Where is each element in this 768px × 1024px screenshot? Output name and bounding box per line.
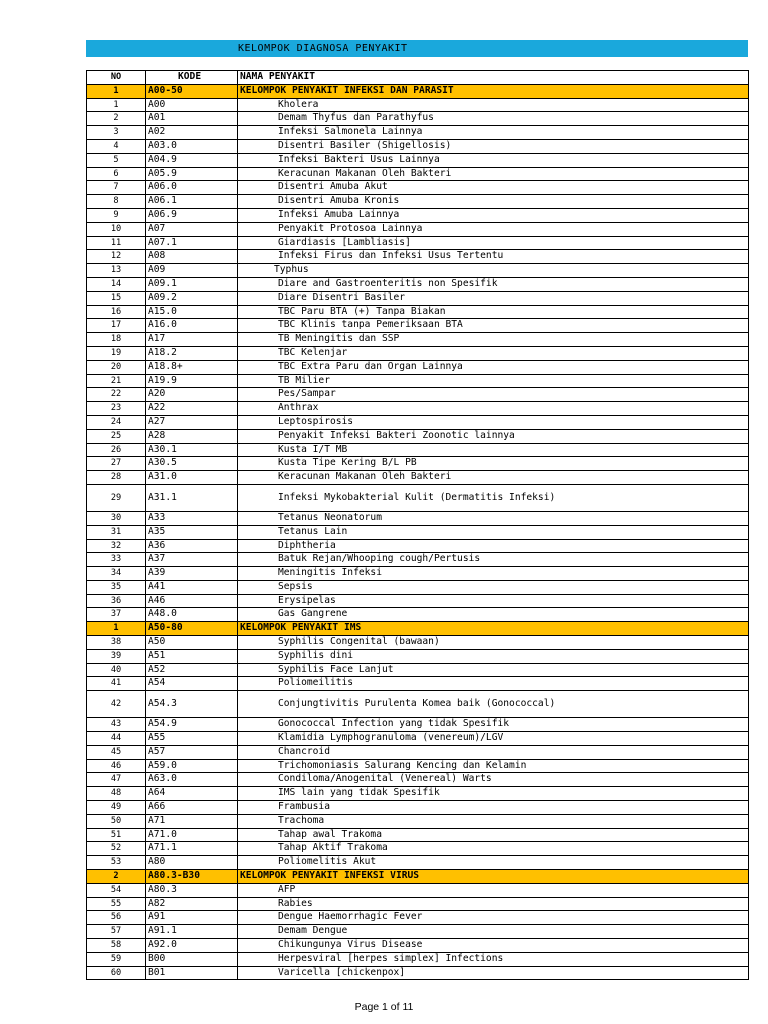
table-row [87,663,749,677]
cell-nama: Chancroid [238,745,749,759]
cell-no: 51 [87,828,146,842]
table-row [87,567,749,581]
page-title: KELOMPOK DIAGNOSA PENYAKIT [238,43,408,54]
cell-kode: A05.9 [146,167,238,181]
cell-no: 27 [87,457,146,471]
table-row [87,883,749,897]
cell-no: 46 [87,759,146,773]
cell-kode: A54.3 [146,691,238,718]
cell-kode: A09.1 [146,277,238,291]
table-row [87,126,749,140]
cell-kode: A02 [146,126,238,140]
table-row [87,759,749,773]
cell-kode: A80 [146,856,238,870]
cell-no: 5 [87,153,146,167]
cell-no: 7 [87,181,146,195]
table-row [87,195,749,209]
cell-no: 15 [87,291,146,305]
cell-kode: A71.1 [146,842,238,856]
cell-nama: Syphilis Face Lanjut [238,663,749,677]
cell-kode: A09.2 [146,291,238,305]
cell-nama: Disentri Amuba Akut [238,181,749,195]
cell-kode: A20 [146,388,238,402]
cell-kode: A91 [146,911,238,925]
table-row [87,112,749,126]
cell-nama: Tetanus Lain [238,525,749,539]
table-row [87,511,749,525]
table-row [87,745,749,759]
cell-kode: B01 [146,966,238,980]
cell-nama: Disentri Amuba Kronis [238,195,749,209]
table-row [87,608,749,622]
cell-no: 17 [87,319,146,333]
cell-nama: TBC Extra Paru dan Organ Lainnya [238,360,749,374]
cell-kode: A55 [146,732,238,746]
cell-no: 45 [87,745,146,759]
cell-nama: Kholera [238,98,749,112]
cell-kode: A41 [146,580,238,594]
cell-nama: Tahap Aktif Trakoma [238,842,749,856]
table-row [87,842,749,856]
table-row [87,952,749,966]
table-header-row [87,71,749,85]
cell-nama: AFP [238,883,749,897]
diagnosis-table [86,70,749,980]
cell-kode: A91.1 [146,925,238,939]
table-row [87,773,749,787]
table-row [87,457,749,471]
cell-nama: Poliomeilitis [238,677,749,691]
cell-nama: Pes/Sampar [238,388,749,402]
cell-no: 38 [87,636,146,650]
cell-no: 6 [87,167,146,181]
cell-nama: Kusta I/T MB [238,443,749,457]
cell-no: 21 [87,374,146,388]
cell-nama: Tetanus Neonatorum [238,511,749,525]
cell-kode: A07 [146,222,238,236]
table-row [87,429,749,443]
cell-nama: Trichomoniasis Salurang Kencing dan Kelamin [238,759,749,773]
cell-kode: A06.1 [146,195,238,209]
cell-no: 26 [87,443,146,457]
cell-kode: A50-80 [146,622,238,636]
cell-kode: A51 [146,649,238,663]
table-row [87,677,749,691]
cell-nama: Dengue Haemorrhagic Fever [238,911,749,925]
cell-nama: Demam Thyfus dan Parathyfus [238,112,749,126]
table-row [87,153,749,167]
cell-kode: A66 [146,801,238,815]
cell-kode: A19.9 [146,374,238,388]
table-row [87,277,749,291]
cell-kode: A54.9 [146,718,238,732]
table-row [87,222,749,236]
table-row [87,814,749,828]
cell-no: 10 [87,222,146,236]
cell-kode: A59.0 [146,759,238,773]
cell-no: 19 [87,346,146,360]
cell-nama: Keracunan Makanan Oleh Bakteri [238,167,749,181]
cell-no: 58 [87,939,146,953]
cell-no: 48 [87,787,146,801]
cell-no: 2 [87,870,146,884]
table-row [87,360,749,374]
cell-kode: A09 [146,264,238,278]
cell-nama: Gonococcal Infection yang tidak Spesifik [238,718,749,732]
cell-nama: Trachoma [238,814,749,828]
cell-no: 12 [87,250,146,264]
table-row [87,636,749,650]
cell-kode: A28 [146,429,238,443]
cell-no: 59 [87,952,146,966]
cell-no: 47 [87,773,146,787]
cell-nama: KELOMPOK PENYAKIT IMS [238,622,749,636]
cell-no: 35 [87,580,146,594]
table-row [87,828,749,842]
table-row [87,208,749,222]
cell-kode: A07.1 [146,236,238,250]
cell-kode: A39 [146,567,238,581]
cell-no: 54 [87,883,146,897]
cell-kode: A50 [146,636,238,650]
table-row [87,553,749,567]
cell-no: 28 [87,471,146,485]
cell-no: 1 [87,84,146,98]
cell-no: 42 [87,691,146,718]
cell-nama: IMS lain yang tidak Spesifik [238,787,749,801]
cell-no: 56 [87,911,146,925]
table-row [87,415,749,429]
cell-no: 37 [87,608,146,622]
cell-nama: TBC Paru BTA (+) Tanpa Biakan [238,305,749,319]
cell-kode: A04.9 [146,153,238,167]
table-row [87,471,749,485]
cell-nama: Anthrax [238,402,749,416]
cell-kode: A00 [146,98,238,112]
cell-nama: Batuk Rejan/Whooping cough/Pertusis [238,553,749,567]
table-row [87,787,749,801]
cell-no: 33 [87,553,146,567]
cell-nama: Infeksi Salmonela Lainnya [238,126,749,140]
table-row [87,305,749,319]
cell-nama: Frambusia [238,801,749,815]
cell-no: 34 [87,567,146,581]
cell-no: 24 [87,415,146,429]
group-header-row [87,622,749,636]
cell-no: 29 [87,484,146,511]
cell-kode: A46 [146,594,238,608]
cell-kode: A80.3 [146,883,238,897]
cell-no: 50 [87,814,146,828]
cell-kode: A33 [146,511,238,525]
cell-kode: A16.0 [146,319,238,333]
cell-nama: Diphtheria [238,539,749,553]
table-row [87,718,749,732]
cell-nama: Infeksi Bakteri Usus Lainnya [238,153,749,167]
cell-no: 39 [87,649,146,663]
cell-kode: A31.0 [146,471,238,485]
page-footer: Page 1 of 11 [354,1001,414,1013]
cell-nama: Infeksi Mykobakterial Kulit (Dermatitis Infeksi) [238,484,749,511]
cell-no: 14 [87,277,146,291]
cell-no: 31 [87,525,146,539]
cell-nama: Disentri Basiler (Shigellosis) [238,139,749,153]
cell-nama: TBC Klinis tanpa Pemeriksaan BTA [238,319,749,333]
cell-nama: Syphilis Congenital (bawaan) [238,636,749,650]
cell-no: 55 [87,897,146,911]
cell-no: 25 [87,429,146,443]
cell-no: 1 [87,622,146,636]
cell-nama: Condiloma/Anogenital (Venereal) Warts [238,773,749,787]
cell-nama: KELOMPOK PENYAKIT INFEKSI DAN PARASIT [238,84,749,98]
cell-nama: Varicella [chickenpox] [238,966,749,980]
header-no: NO [87,71,146,85]
table-row [87,925,749,939]
group-header-row [87,870,749,884]
cell-nama: Diare and Gastroenteritis non Spesifik [238,277,749,291]
cell-nama: Sepsis [238,580,749,594]
table-row [87,388,749,402]
table-row [87,939,749,953]
cell-kode: A71 [146,814,238,828]
table-row [87,346,749,360]
cell-nama: Penyakit Protosoa Lainnya [238,222,749,236]
cell-no: 30 [87,511,146,525]
cell-nama: Diare Disentri Basiler [238,291,749,305]
table-row [87,236,749,250]
cell-kode: A54 [146,677,238,691]
cell-nama: Gas Gangrene [238,608,749,622]
cell-kode: A37 [146,553,238,567]
cell-nama: TB Meningitis dan SSP [238,333,749,347]
cell-kode: A22 [146,402,238,416]
cell-no: 9 [87,208,146,222]
cell-no: 2 [87,112,146,126]
cell-nama: Rabies [238,897,749,911]
cell-kode: A57 [146,745,238,759]
table-row [87,649,749,663]
cell-nama: Typhus [238,264,749,278]
cell-kode: A06.0 [146,181,238,195]
table-row [87,319,749,333]
cell-no: 52 [87,842,146,856]
cell-kode: B00 [146,952,238,966]
cell-nama: Chikungunya Virus Disease [238,939,749,953]
table-row [87,167,749,181]
cell-no: 40 [87,663,146,677]
cell-kode: A30.5 [146,457,238,471]
cell-kode: A52 [146,663,238,677]
cell-no: 36 [87,594,146,608]
table-row [87,966,749,980]
table-row [87,98,749,112]
cell-kode: A35 [146,525,238,539]
table-row [87,264,749,278]
cell-no: 18 [87,333,146,347]
cell-no: 53 [87,856,146,870]
cell-no: 32 [87,539,146,553]
cell-no: 44 [87,732,146,746]
cell-kode: A03.0 [146,139,238,153]
table-row [87,484,749,511]
cell-no: 4 [87,139,146,153]
cell-nama: Herpesviral [herpes simplex] Infections [238,952,749,966]
cell-nama: Penyakit Infeksi Bakteri Zoonotic lainnya [238,429,749,443]
cell-nama: TB Milier [238,374,749,388]
cell-no: 20 [87,360,146,374]
table-row [87,291,749,305]
table-row [87,911,749,925]
group-header-row [87,84,749,98]
cell-kode: A71.0 [146,828,238,842]
cell-nama: Infeksi Firus dan Infeksi Usus Tertentu [238,250,749,264]
cell-kode: A30.1 [146,443,238,457]
cell-nama: KELOMPOK PENYAKIT INFEKSI VIRUS [238,870,749,884]
cell-kode: A00-50 [146,84,238,98]
cell-nama: Erysipelas [238,594,749,608]
cell-nama: Demam Dengue [238,925,749,939]
table-row [87,539,749,553]
table-row [87,333,749,347]
table-row [87,594,749,608]
cell-kode: A18.2 [146,346,238,360]
table-row [87,691,749,718]
cell-kode: A15.0 [146,305,238,319]
cell-kode: A48.0 [146,608,238,622]
cell-kode: A06.9 [146,208,238,222]
cell-no: 11 [87,236,146,250]
header-nama: NAMA PENYAKIT [238,71,749,85]
cell-nama: Leptospirosis [238,415,749,429]
cell-no: 60 [87,966,146,980]
cell-nama: Meningitis Infeksi [238,567,749,581]
cell-no: 22 [87,388,146,402]
cell-kode: A36 [146,539,238,553]
table-row [87,374,749,388]
cell-nama: Conjungtivitis Purulenta Komea baik (Gonococcal) [238,691,749,718]
table-row [87,897,749,911]
title-banner [86,40,748,57]
table-row [87,732,749,746]
table-row [87,181,749,195]
cell-no: 49 [87,801,146,815]
cell-nama: Poliomelitis Akut [238,856,749,870]
cell-no: 13 [87,264,146,278]
table-row [87,402,749,416]
table-row [87,443,749,457]
table-row [87,801,749,815]
table-row [87,856,749,870]
cell-kode: A92.0 [146,939,238,953]
cell-no: 23 [87,402,146,416]
cell-no: 8 [87,195,146,209]
cell-nama: Giardiasis [Lambliasis] [238,236,749,250]
cell-nama: Klamidia Lymphogranuloma (venereum)/LGV [238,732,749,746]
cell-kode: A63.0 [146,773,238,787]
cell-kode: A27 [146,415,238,429]
table-row [87,525,749,539]
cell-nama: Syphilis dini [238,649,749,663]
cell-no: 3 [87,126,146,140]
cell-no: 16 [87,305,146,319]
cell-no: 57 [87,925,146,939]
cell-no: 43 [87,718,146,732]
cell-nama: Kusta Tipe Kering B/L PB [238,457,749,471]
cell-kode: A18.8+ [146,360,238,374]
cell-kode: A64 [146,787,238,801]
header-kode: KODE [146,71,238,85]
table-row [87,250,749,264]
cell-nama: Infeksi Amuba Lainnya [238,208,749,222]
cell-nama: TBC Kelenjar [238,346,749,360]
cell-kode: A80.3-B30 [146,870,238,884]
table-row [87,139,749,153]
cell-nama: Tahap awal Trakoma [238,828,749,842]
cell-kode: A17 [146,333,238,347]
cell-kode: A31.1 [146,484,238,511]
cell-kode: A08 [146,250,238,264]
cell-no: 41 [87,677,146,691]
cell-kode: A01 [146,112,238,126]
cell-kode: A82 [146,897,238,911]
table-row [87,580,749,594]
cell-no: 1 [87,98,146,112]
cell-nama: Keracunan Makanan Oleh Bakteri [238,471,749,485]
